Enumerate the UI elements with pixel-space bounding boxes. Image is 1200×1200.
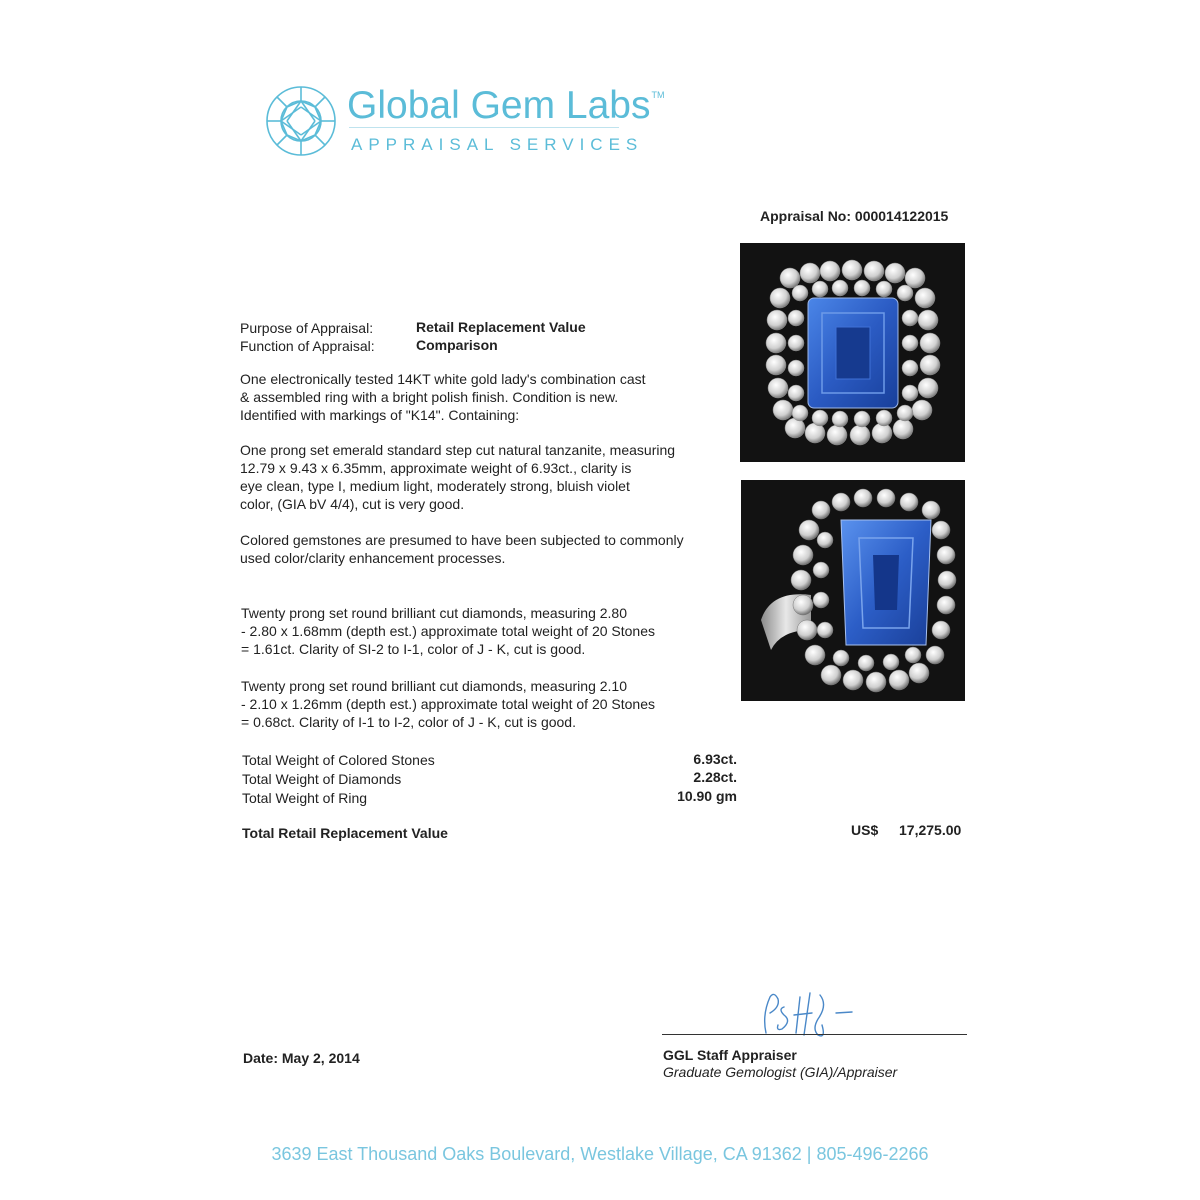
total-ring-value: 10.90 gm [677, 788, 737, 804]
appraisal-number: Appraisal No: 000014122015 [760, 208, 949, 224]
function-value: Comparison [416, 337, 498, 353]
purpose-value: Retail Replacement Value [416, 319, 586, 335]
diamonds-inner-description: Twenty prong set round brilliant cut diamonds, measuring 2.10 - 2.10 x 1.26mm (depth est.) approximate total weight of 20 Stones = 0.68ct. Clarity of I-1 to I-2, color of J - K, cut is good. [241, 678, 655, 730]
diamond-logo-icon [265, 85, 337, 157]
total-colored-value: 6.93ct. [693, 751, 737, 767]
appraiser-signature [748, 985, 868, 1045]
enhancement-disclaimer: Colored gemstones are presumed to have been subjected to commonly used color/clarity enhancement processes. [240, 532, 684, 566]
total-value-amount: 17,275.00 [899, 822, 962, 838]
total-value-label: Total Retail Replacement Value [242, 825, 448, 841]
tanzanite-description: One prong set emerald standard step cut natural tanzanite, measuring 12.79 x 9.43 x 6.35mm, approximate weight of 6.93ct., clarity is eye clean, type I, medium light, moderately strong, bluish violet color, (GIA bV 4/4), cut is very good. [240, 442, 676, 512]
footer-address: 3639 East Thousand Oaks Boulevard, Westlake Village, CA 91362 | 805-496-2266 [271, 1144, 929, 1164]
diamonds-outer-description: Twenty prong set round brilliant cut diamonds, measuring 2.80 - 2.80 x 1.68mm (depth est.) approximate total weight of 20 Stones = 1.61ct. Clarity of SI-2 to I-1, color of J - K, cut is good. [241, 605, 655, 657]
appraiser-title: GGL Staff Appraiser [663, 1047, 797, 1063]
total-colored-label: Total Weight of Colored Stones [242, 752, 435, 768]
brand-name: Global Gem Labs™ [347, 84, 665, 127]
appraiser-credential: Graduate Gemologist (GIA)/Appraiser [663, 1064, 898, 1080]
total-diamonds-value: 2.28ct. [693, 769, 737, 785]
ring-angle-illustration [741, 480, 965, 701]
signature-line [662, 1034, 967, 1035]
brand-subtitle: APPRAISAL SERVICES [351, 135, 644, 154]
ring-photo-top [740, 243, 965, 462]
total-ring-label: Total Weight of Ring [242, 790, 368, 806]
total-diamonds-label: Total Weight of Diamonds [242, 771, 402, 787]
function-label: Function of Appraisal: [240, 338, 375, 354]
ring-photo-angle [741, 480, 965, 701]
total-value-currency: US$ [851, 822, 879, 838]
brand-divider [349, 127, 619, 128]
purpose-label: Purpose of Appraisal: [240, 320, 374, 336]
trademark: TM [651, 90, 665, 100]
appraisal-date: Date: May 2, 2014 [243, 1050, 360, 1066]
ring-top-illustration [740, 243, 965, 462]
ring-description: One electronically tested 14KT white gold lady's combination cast & assembled ring with a bright polish finish. Condition is new. Identified with markings of "K14". Containing: [240, 371, 646, 423]
